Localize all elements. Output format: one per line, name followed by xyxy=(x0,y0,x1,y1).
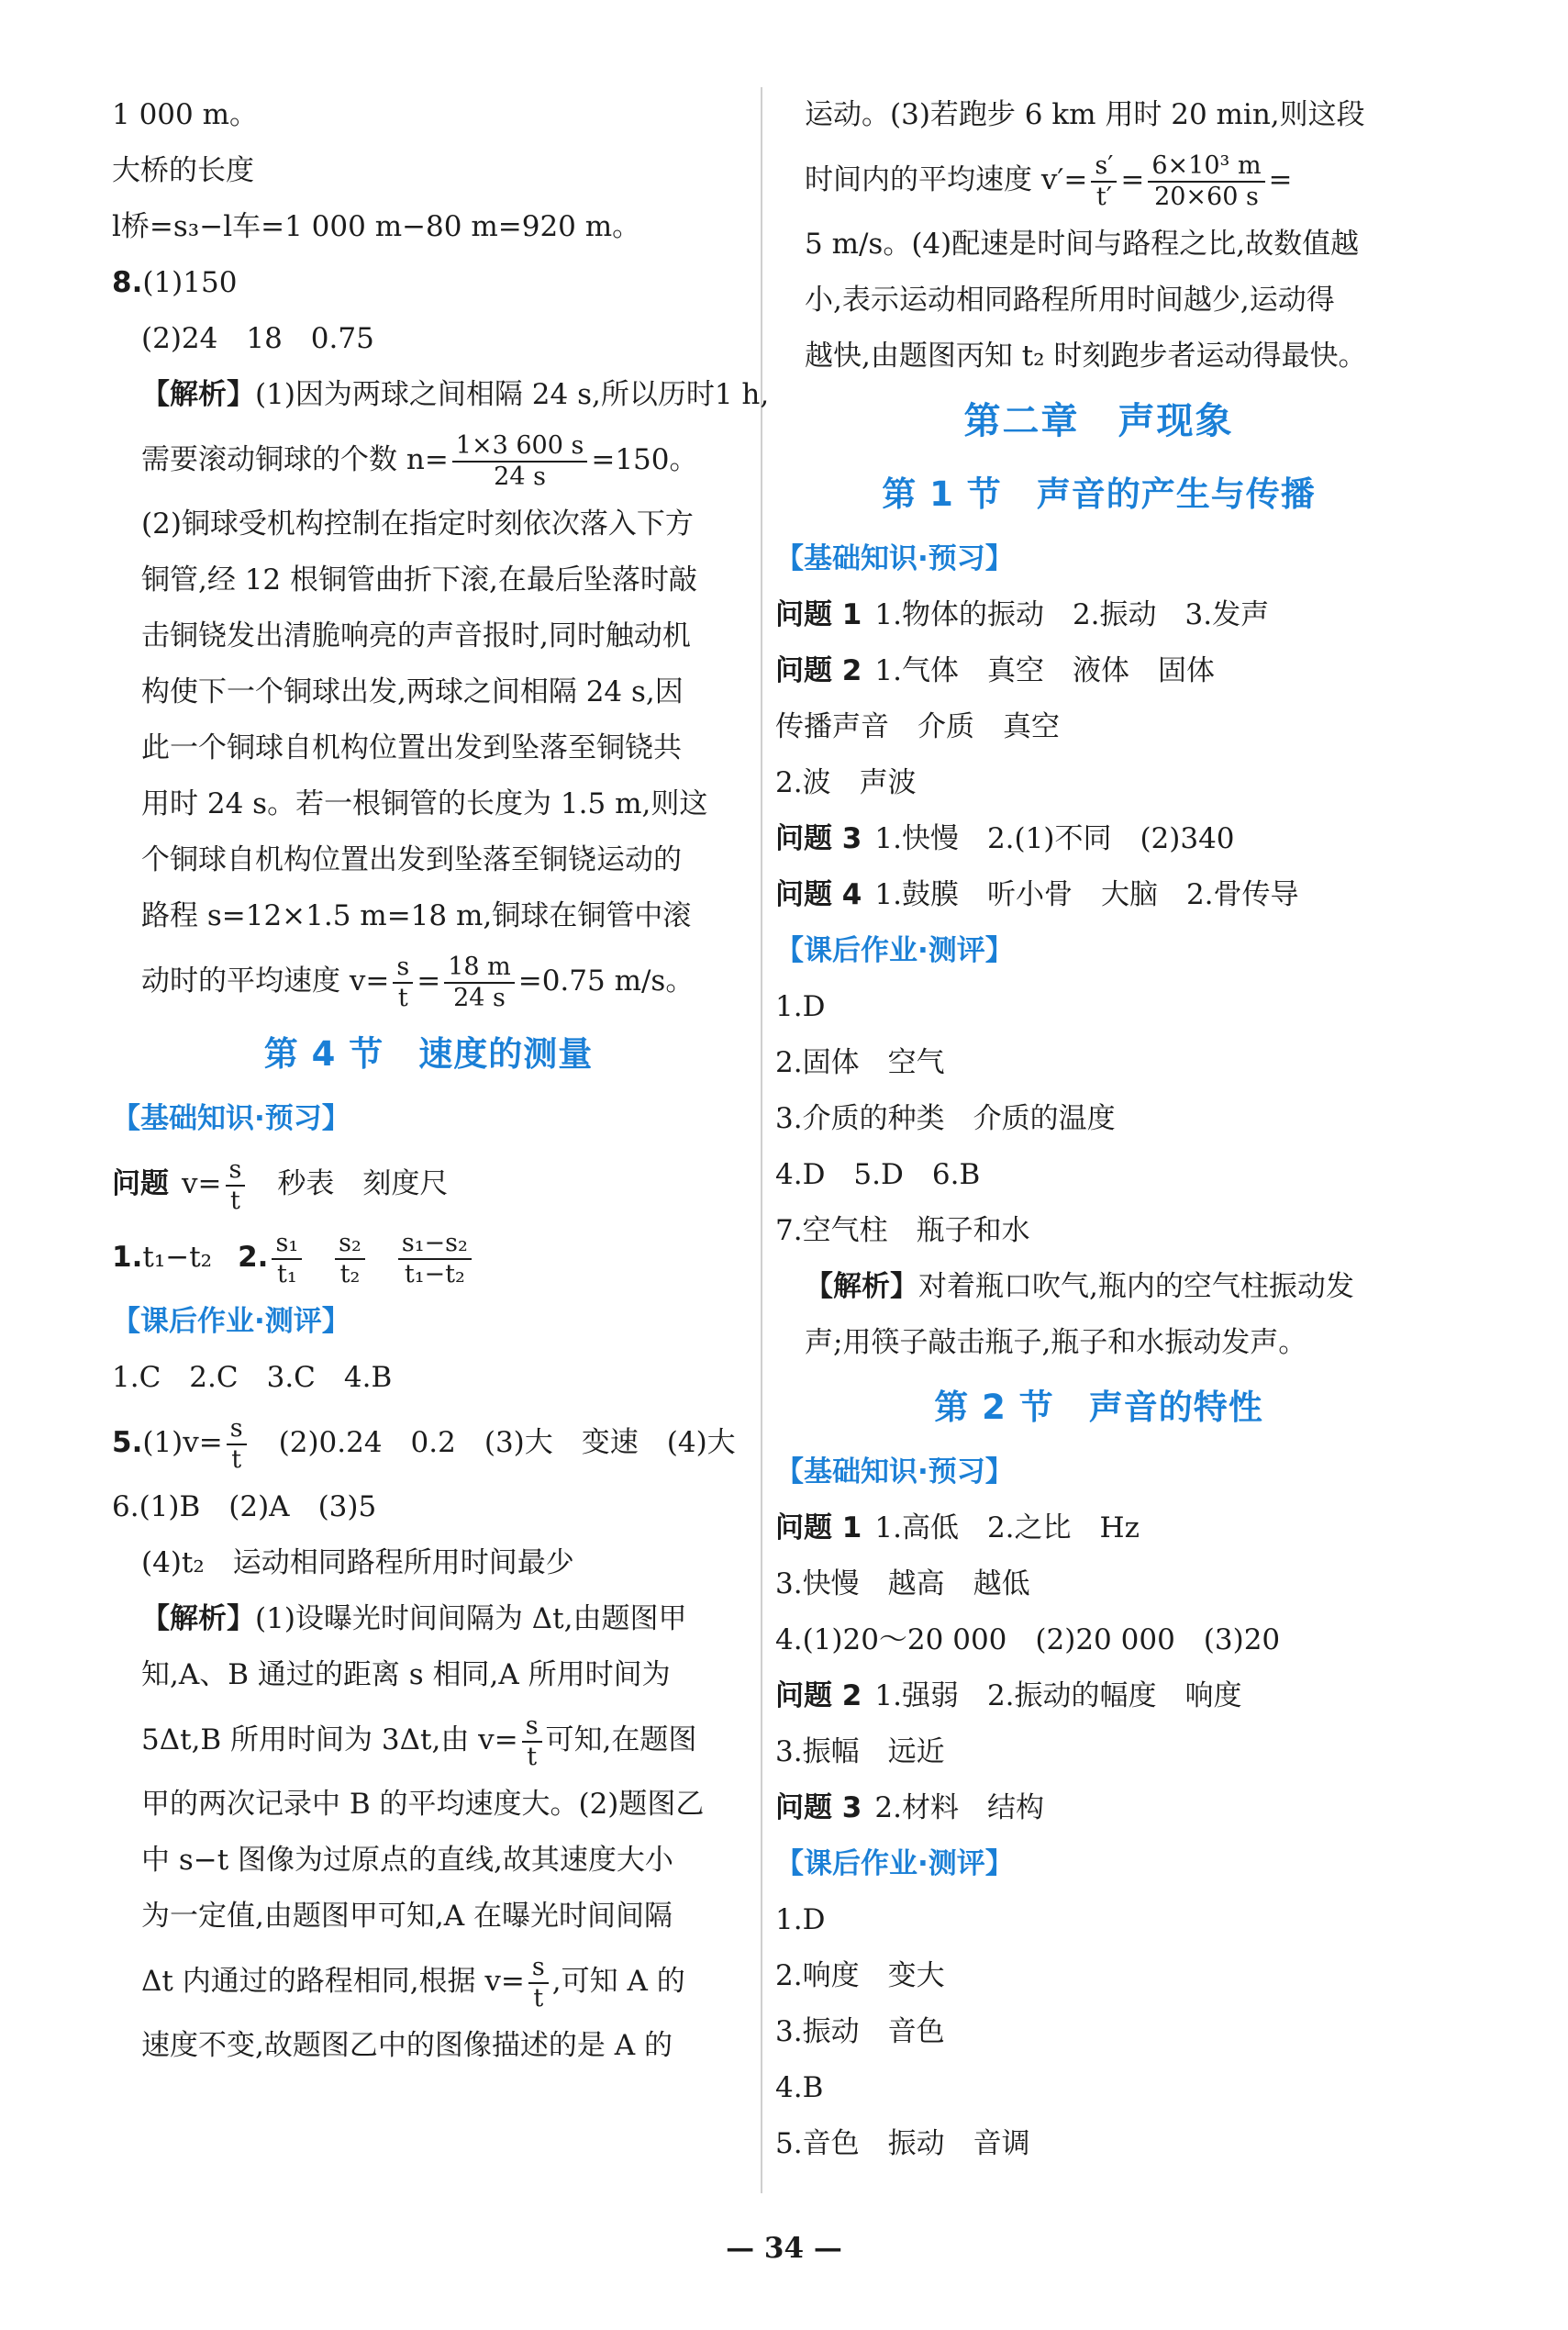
answer-line: 4.B xyxy=(775,2071,824,2104)
question-number: 8. xyxy=(112,266,143,299)
answer-line: 1.D xyxy=(775,990,826,1023)
answer-line: 4.(1)20～20 000 (2)20 000 (3)20 xyxy=(775,1623,1281,1656)
section-title: 第 2 节 声音的特性 xyxy=(934,1388,1263,1427)
answer-line: 问题 v= $\frac{s}{t}$ 秒表 刻度尺 xyxy=(112,1155,449,1215)
answer-line: 传播声音 介质 真空 xyxy=(775,710,1060,743)
analysis-tag: 【解析】 xyxy=(805,1270,918,1303)
right-column xyxy=(775,87,1422,2172)
explanation-line: 5 m/s。(4)配速是时间与路程之比,故数值越 xyxy=(805,228,1360,261)
answer-text: (2)24 18 0.75 xyxy=(141,322,374,355)
explanation-line: Δt 内通过的路程相同,根据 v= $\frac{s}{t}$ ,可知 A 的 xyxy=(141,1953,685,2012)
text-line: 大桥的长度 xyxy=(112,154,254,187)
explanation-line: 中 s−t 图像为过原点的直线,故其速度大小 xyxy=(141,1844,673,1877)
explanation-line: 5Δt,B 所用时间为 3Δt,由 v= $\frac{s}{t}$ 可知,在题图 xyxy=(141,1711,697,1771)
analysis-tag: 【解析】 xyxy=(141,378,255,411)
fraction: $\frac{s}{t}$ xyxy=(393,953,413,1011)
answer-line: 3.介质的种类 介质的温度 xyxy=(775,1102,1116,1135)
answer-8 xyxy=(112,255,745,311)
answer-line: 3.快慢 越高 越低 xyxy=(775,1567,1030,1600)
fraction: $\frac{s}{t}$ xyxy=(227,1414,247,1473)
answer-line: 3.振幅 远近 xyxy=(775,1735,945,1768)
fraction: $\frac{18 m}{24 s}$ xyxy=(444,953,515,1011)
explanation-line: 声;用筷子敲击瓶子,瓶子和水振动发声。 xyxy=(805,1326,1307,1359)
analysis-tag: 【解析】 xyxy=(141,1602,255,1635)
answer-line: 1.t₁−t₂ 2. $\frac{\text{s₁}}{\text{t₁}}$ $\frac{\text{s₂}}{\text{t₂}}$ $\frac{\text{s₁−s₂}}{\text{t₁−t₂}}$ xyxy=(112,1221,745,1294)
explanation-line: 路程 s=12×1.5 m=18 m,铜球在铜管中滚 xyxy=(141,899,692,932)
explanation-line: 个铜球自机构位置出发到坠落至铜铙运动的 xyxy=(141,843,682,876)
answer-line: 问题 3 1.快慢 2.(1)不同 (2)340 xyxy=(775,822,1235,855)
answer-line: 6.(1)B (2)A (3)5 xyxy=(112,1490,377,1523)
subsection-label: 【课后作业·测评】 xyxy=(112,1305,350,1338)
explanation-line: 运动。(3)若跑步 6 km 用时 20 min,则这段 xyxy=(805,98,1365,131)
answer-line: 问题 4 1.鼓膜 听小骨 大脑 2.骨传导 xyxy=(775,878,1299,911)
answer-line: 问题 1 1.高低 2.之比 Hz xyxy=(775,1511,1140,1544)
fraction: $\frac{s'}{t'}$ xyxy=(1091,151,1117,210)
explanation-line: 小,表示运动相同路程所用时间越少,运动得 xyxy=(805,284,1335,317)
text-line: 1 000 m。 xyxy=(112,98,258,131)
answer-line: 1.D xyxy=(775,1903,826,1936)
answer-line: 问题 2 1.强弱 2.振动的幅度 响度 xyxy=(775,1679,1242,1712)
answer-line: 7.空气柱 瓶子和水 xyxy=(775,1214,1030,1247)
section-title: 第 1 节 声音的产生与传播 xyxy=(882,474,1316,514)
answer-line: (4)t₂ 运动相同路程所用时间最少 xyxy=(141,1546,574,1579)
explanation-line: 速度不变,故题图乙中的图像描述的是 A 的 xyxy=(141,2029,673,2062)
answer-line: 2.波 声波 xyxy=(775,766,917,799)
answer-line: 4.D 5.D 6.B xyxy=(775,1158,981,1191)
explanation-line: 【解析】(1)因为两球之间相隔 24 s,所以历时1 h, xyxy=(141,378,770,411)
explanation-line: 动时的平均速度 v= $\frac{s}{t}$ = $\frac{18 m}{24 s}$ =0.75 m/s。 xyxy=(141,953,695,1012)
fraction: $\frac{s}{t}$ xyxy=(522,1711,542,1770)
explanation-line: 击铜铙发出清脆响亮的声音报时,同时触动机 xyxy=(141,619,691,652)
fraction: $\frac{\text{s₂}}{\text{t₂}}$ xyxy=(335,1229,365,1288)
answer-line: 问题 3 2.材料 结构 xyxy=(775,1791,1044,1824)
section-title: 第 4 节 速度的测量 xyxy=(263,1034,594,1074)
explanation-line: 知,A、B 通过的距离 s 相同,A 所用时间为 xyxy=(141,1658,671,1691)
answer-line: 问题 1 1.物体的振动 2.振动 3.发声 xyxy=(775,598,1270,631)
fraction: $\frac{1\times 3 600 s}{24 s}$ xyxy=(452,431,588,490)
fraction: $\frac{s}{t}$ xyxy=(226,1155,246,1214)
explanation-line: 用时 24 s。若一根铜管的长度为 1.5 m,则这 xyxy=(141,787,708,820)
answer-line: 问题 2 1.气体 真空 液体 固体 xyxy=(775,654,1215,687)
answer-text: (1)150 xyxy=(142,266,238,299)
explanation-line: 为一定值,由题图甲可知,A 在曝光时间间隔 xyxy=(141,1900,673,1933)
fraction: $\frac{\text{s₁−s₂}}{\text{t₁−t₂}}$ xyxy=(398,1229,472,1288)
answer-line: 1.C 2.C 3.C 4.B xyxy=(112,1361,393,1394)
subsection-label: 【基础知识·预习】 xyxy=(775,1455,1014,1488)
explanation-line: 甲的两次记录中 B 的平均速度大。(2)题图乙 xyxy=(141,1788,705,1821)
explanation-line: 【解析】(1)设曝光时间间隔为 Δt,由题图甲 xyxy=(141,1602,687,1635)
explanation-line: 【解析】对着瓶口吹气,瓶内的空气柱振动发 xyxy=(805,1270,1354,1303)
explanation-line: (2)铜球受机构控制在指定时刻依次落入下方 xyxy=(141,507,694,541)
fraction: $\frac{s}{t}$ xyxy=(528,1953,549,2012)
formula-line: l桥=s₃−l车=1 000 m−80 m=920 m。 xyxy=(112,210,641,243)
fraction: $\frac{\text{6×10³ m}}{20\times 60 s}$ xyxy=(1148,151,1264,210)
explanation-line: 时间内的平均速度 v′= $\frac{s'}{t'}$ = $\frac{\text{6×10³ m}}{20\times 60 s}$ = xyxy=(805,151,1293,211)
explanation-line: 需要滚动铜球的个数 n= $\frac{1\times 3 600 s}{24 s}$ =150。 xyxy=(141,431,698,491)
subsection-label: 【课后作业·测评】 xyxy=(775,934,1014,967)
answer-line: 2.响度 变大 xyxy=(775,1959,945,1992)
explanation-line: 越快,由题图丙知 t₂ 时刻跑步者运动得最快。 xyxy=(805,340,1367,373)
subsection-label: 【基础知识·预习】 xyxy=(112,1102,350,1135)
answer-line: 5.音色 振动 音调 xyxy=(775,2127,1030,2160)
subsection-label: 【基础知识·预习】 xyxy=(775,542,1014,575)
chapter-title: 第二章 声现象 xyxy=(963,400,1234,442)
explanation-line: 铜管,经 12 根铜管曲折下滚,在最后坠落时敲 xyxy=(141,563,697,596)
explanation-line: 此一个铜球自机构位置出发到坠落至铜铙共 xyxy=(141,731,682,764)
fraction: $\frac{\text{s₁}}{\text{t₁}}$ xyxy=(272,1229,302,1288)
answer-line: 5.(1)v= $\frac{s}{t}$ (2)0.24 0.2 (3)大 变速 (4)大 xyxy=(112,1414,736,1474)
answer-line: 2.固体 空气 xyxy=(775,1046,945,1079)
explanation-line: 构使下一个铜球出发,两球之间相隔 24 s,因 xyxy=(141,675,684,708)
answer-line: 3.振动 音色 xyxy=(775,2015,945,2048)
subsection-label: 【课后作业·测评】 xyxy=(775,1847,1014,1880)
page-number: — 34 — xyxy=(726,2232,842,2265)
left-column xyxy=(112,87,770,2074)
